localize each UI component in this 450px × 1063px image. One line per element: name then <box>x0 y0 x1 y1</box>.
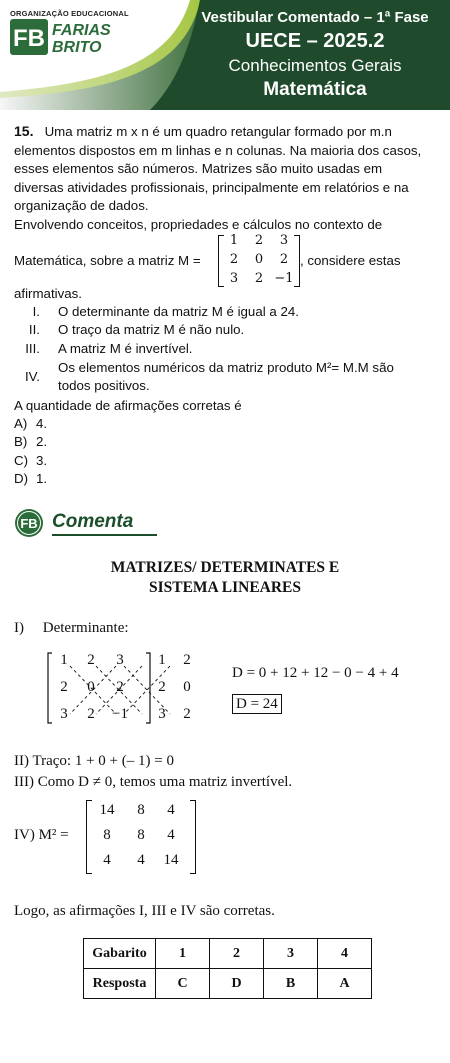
sarrus-cell: −1 <box>112 706 128 722</box>
m2-cell: 4 <box>103 852 111 868</box>
matrix-cell: 0 <box>254 252 264 267</box>
option-letter: C) <box>14 453 29 468</box>
m2-right-bracket <box>190 800 196 874</box>
sarrus-cell: 0 <box>183 679 191 695</box>
option-text: 3. <box>36 453 48 468</box>
logo-brand-line1: FARIAS <box>52 22 111 39</box>
statement-item <box>14 321 438 340</box>
sarrus-cell: 2 <box>116 679 124 695</box>
comenta-label: Comenta <box>52 511 134 532</box>
sarrus-cell: 2 <box>183 706 191 722</box>
determinant-result-box: D = 24 <box>232 694 282 714</box>
answer-key-answer: D <box>210 969 264 999</box>
m2-cell: 8 <box>103 827 111 843</box>
m2-cell: 4 <box>167 802 175 818</box>
exam-title: UECE – 2025.2 <box>245 30 385 52</box>
option-text: 1. <box>36 471 48 486</box>
answer-key-table <box>83 938 372 999</box>
svg-text:FB: FB <box>20 516 38 531</box>
statement-number: IV. <box>24 369 40 384</box>
m2-cell: 14 <box>99 802 115 818</box>
answer-key-col: 1 <box>156 939 210 969</box>
matrix-cell: 2 <box>254 271 264 286</box>
question-text-1: Uma matriz m x n é um quadro retangular formado por m.n <box>44 124 392 139</box>
option-d <box>14 471 47 486</box>
solution-title-1: MATRIZES/ DETERMINATES E <box>110 559 340 576</box>
statement-number: II. <box>28 322 40 337</box>
part4-label: IV) M² = <box>14 827 69 843</box>
sarrus-cell: 3 <box>116 652 124 668</box>
matrix-cell: 3 <box>279 233 289 248</box>
m2-cell: 8 <box>137 827 145 843</box>
sarrus-cell: 2 <box>87 652 95 668</box>
option-letter: A) <box>14 416 28 431</box>
matrix-cell: 2 <box>279 252 289 267</box>
fb-circle-logo <box>14 508 46 538</box>
answer-key-answer: A <box>318 969 372 999</box>
determinant-expression: D = 0 + 12 + 12 − 0 − 4 + 4 <box>232 665 399 681</box>
option-c <box>14 453 47 468</box>
m2-left-bracket <box>86 800 92 874</box>
logo-brand-line2: BRITO <box>52 39 102 55</box>
sarrus-cell: 2 <box>87 706 95 722</box>
question-prompt: A quantidade de afirmações corretas é <box>14 398 242 413</box>
answer-key-answer: C <box>156 969 210 999</box>
matrix-cell: 2 <box>229 252 239 267</box>
answer-key-col: 4 <box>318 939 372 969</box>
part1-label: I) <box>14 620 24 636</box>
exam-subject: Matemática <box>263 79 367 100</box>
answer-key-col: 3 <box>264 939 318 969</box>
statement-item <box>14 303 438 322</box>
question-body <box>14 122 438 235</box>
statement-text-line2: todos positivos. <box>58 378 150 393</box>
part1-title: Determinante: <box>42 620 129 636</box>
matrix-m <box>218 233 300 289</box>
matrix-suffix: , considere estas <box>300 253 401 268</box>
exam-subtitle: Vestibular Comentado – 1ª Fase <box>201 9 429 26</box>
statement-item <box>14 359 438 397</box>
sarrus-diagram <box>46 650 206 726</box>
question-text-4: diversas atividades profissionais, principalmente em relatórios e na <box>14 179 409 195</box>
sarrus-cell: 1 <box>60 652 68 668</box>
answer-key-answer-row <box>84 969 372 999</box>
comenta-badge <box>14 508 159 538</box>
question-text-6: Envolvendo conceitos, propriedades e cálculos no contexto de <box>14 216 383 232</box>
sarrus-cell: 3 <box>60 706 68 722</box>
statement-text: O traço da matriz M é não nulo. <box>58 322 245 337</box>
option-b <box>14 434 47 449</box>
m2-cell: 4 <box>137 852 145 868</box>
conclusion-text: Logo, as afirmações I, III e IV são corretas. <box>14 903 275 919</box>
matrix-cell: 1 <box>229 233 239 248</box>
sarrus-cell: 0 <box>87 679 95 695</box>
comenta-underline <box>52 534 157 536</box>
question-text-2: elementos dispostos em m linhas e n colunas. Na maioria dos casos, <box>14 142 422 158</box>
option-letter: B) <box>14 434 28 449</box>
statement-text: O determinante da matriz M é igual a 24. <box>58 304 299 319</box>
statement-text: A matriz M é invertível. <box>58 341 193 356</box>
solution-title-2: SISTEMA LINEARES <box>148 579 302 596</box>
sarrus-cell: 2 <box>183 652 191 668</box>
option-letter: D) <box>14 471 29 486</box>
part3-invertible: III) Como D ≠ 0, temos uma matriz invertível. <box>14 774 293 790</box>
answer-key-col: 2 <box>210 939 264 969</box>
matrix-m-squared <box>86 800 196 874</box>
question-line-1 <box>14 122 438 142</box>
statement-item <box>14 340 438 359</box>
option-text: 2. <box>36 434 48 449</box>
question-text-5: organização de dados. <box>14 198 149 214</box>
part1-heading <box>14 620 129 637</box>
after-matrix-text: afirmativas. <box>14 286 82 301</box>
svg-text:FB: FB <box>13 25 45 52</box>
answer-key-header-row <box>84 939 372 969</box>
matrix-cell: 2 <box>254 233 264 248</box>
part2-trace: II) Traço: 1 + 0 + (– 1) = 0 <box>14 753 174 769</box>
statement-number: I. <box>32 304 40 319</box>
farias-brito-logo <box>10 19 128 55</box>
exam-section: Conhecimentos Gerais <box>228 56 402 75</box>
answer-key-row-label: Resposta <box>84 969 156 999</box>
option-a <box>14 416 47 431</box>
question-number: 15. <box>14 123 34 139</box>
m2-cell: 4 <box>167 827 175 843</box>
sarrus-cell: 3 <box>158 706 166 722</box>
page-header <box>0 0 450 110</box>
sarrus-cell: 2 <box>158 679 166 695</box>
sarrus-cell: 1 <box>158 652 166 668</box>
m2-cell: 8 <box>137 802 145 818</box>
matrix-cell: 3 <box>229 271 239 286</box>
statement-text-line1: Os elementos numéricos da matriz produto M²= M.M são <box>58 360 394 375</box>
matrix-cell: −1 <box>274 271 294 286</box>
matrix-prefix: Matemática, sobre a matriz M = <box>14 253 201 268</box>
question-text-3: esses elementos são números. Matrizes são muito usadas em <box>14 161 383 177</box>
org-label: ORGANIZAÇÃO EDUCACIONAL <box>10 9 129 18</box>
sarrus-cell: 2 <box>60 679 68 695</box>
answer-key-answer: B <box>264 969 318 999</box>
option-text: 4. <box>36 416 48 431</box>
statement-number: III. <box>25 341 40 356</box>
m2-cell: 14 <box>163 852 179 868</box>
answer-key-header-label: Gabarito <box>84 939 156 969</box>
